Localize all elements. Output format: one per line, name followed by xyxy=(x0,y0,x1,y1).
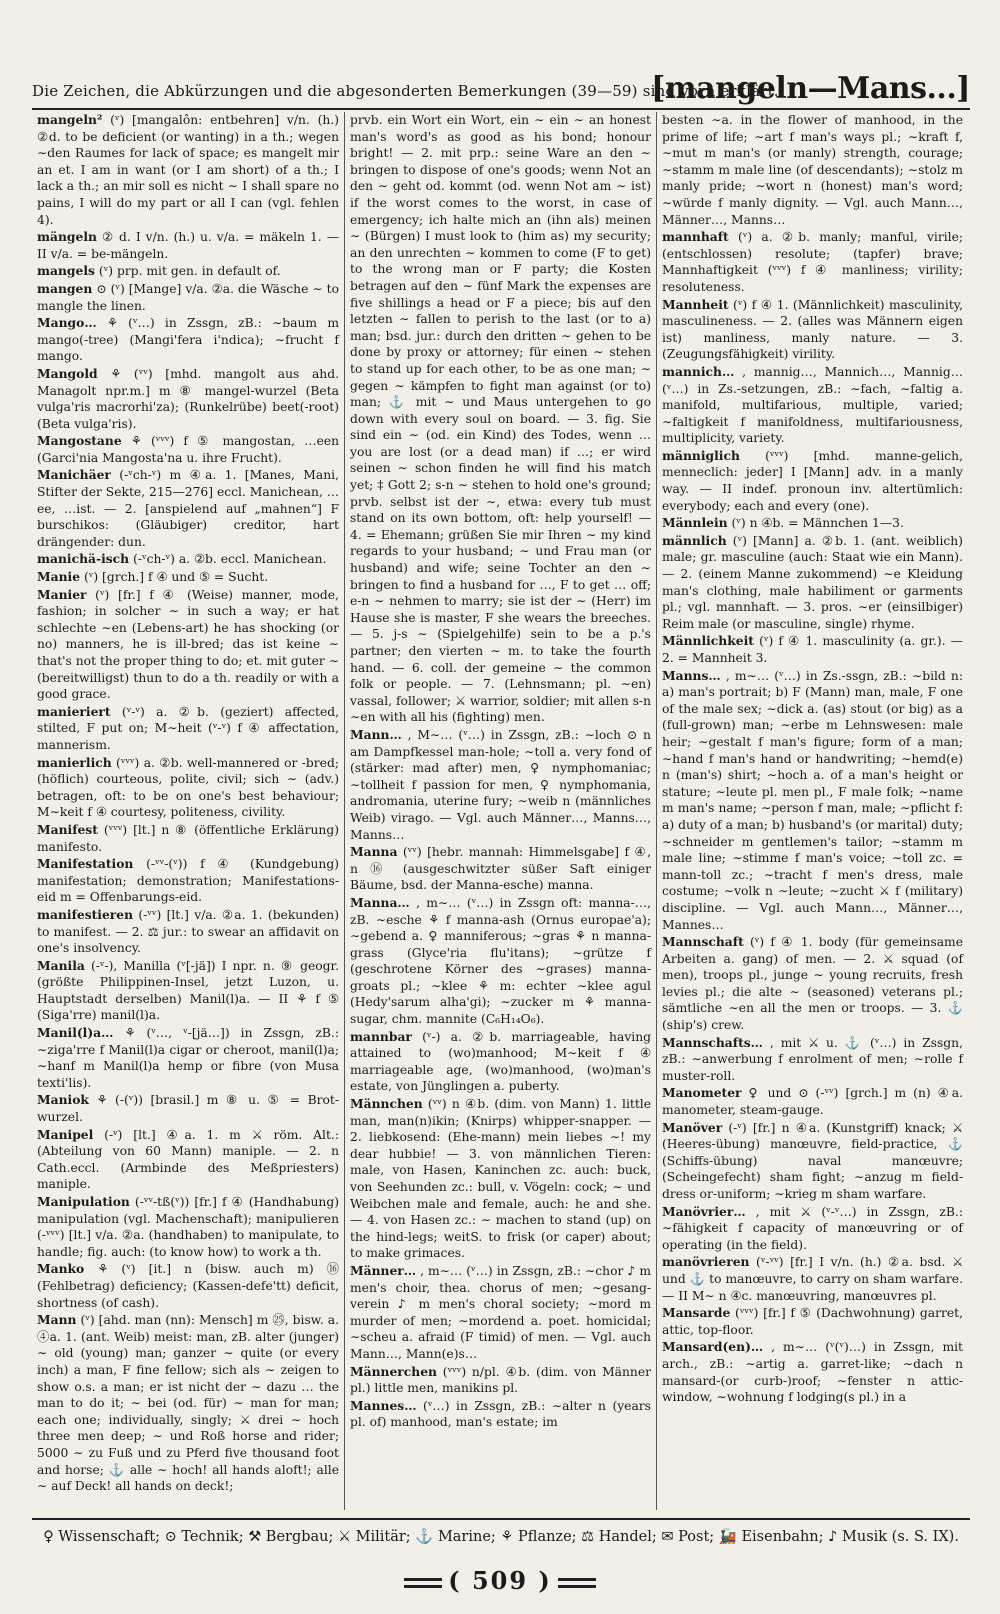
entry-headword: mangen xyxy=(37,280,93,296)
entry-text: (ᵛ) [ahd. man (nn): Mensch] m ㉕, bisw. a. ④a. 1. (ant. Weib) meist: man, zB. alter (junger) ∼ old (young) man; ganzer ∼ quite (or every inch) a man, F fine fellow; sich als ∼ zeigen to show o.s. a man; er ist nicht der ∼ dazu … the man to do it; ∼ bei (od. für) ∼ man for man; each one; individually, singly; ⚔ drei ∼ hoch three men deep; ∼ und Roß horse and rider; 5000 ∼ zu Fuß und zu Pferd five thousand foot and horse; ⚓ alle ∼ hoch! all hands aloft!; alle ∼ auf Deck! all hands on deck!; xyxy=(37,1313,339,1494)
entry-text: (ᵛ) [fr.] f ④ (Weise) manner, mode, fashion; in solcher ∼ in such a way; er hat schlechte ∼en (Lebens-art) he has shocking (or no) manners, he is ill-bred; das ist keine ∼ that's not the proper thing to do; et. mit guter ∼ (bereitwilligst) thun to do a th. readily or with a good grace. xyxy=(37,587,339,702)
entry-headword: Manna xyxy=(350,844,398,860)
dictionary-entry xyxy=(37,1261,339,1311)
entry-headword: Manko xyxy=(37,1261,85,1277)
entry-headword: Mann… xyxy=(350,726,402,742)
dictionary-entry xyxy=(662,1254,963,1304)
entry-headword: Mansard(en)… xyxy=(662,1339,764,1355)
dictionary-entry xyxy=(662,668,963,934)
entry-text: ⚘ (ᵛ) [it.] n (bisw. auch m) ⑯ (Fehlbetrag) deficiency; (Kassen-defe'tt) deficit, shortness (of cash). xyxy=(37,1262,339,1310)
entry-text: (-ᵛᵛ-tß(ᵛ)) [fr.] f ④ (Handhabung) manipulation (vgl. Machenschaft); manipulieren (-ᵛᵛᵛ) [lt.] v/a. ②a. (handhaben) to manipulate, to handle; fig. auch: (to know how) to work a th. xyxy=(37,1195,339,1259)
dictionary-entry xyxy=(662,297,963,363)
entry-text: (ᵛ…) in Zssgn, zB.: ∼alter n (years pl. of) manhood, man's estate; im xyxy=(350,1398,651,1430)
entry-text: , mit ⚔ u. ⚓ (ᵛ…) in Zssgn, zB.: ∼anwerbung f enrolment of men; ∼rolle f muster-roll. xyxy=(662,1035,963,1083)
dictionary-entry xyxy=(37,112,339,228)
entry-text: prvb. ein Wort ein Wort, ein ∼ ein ∼ an honest man's word's as good as his bond; honour bright! — 2. mit prp.: seine Ware an den ∼ bringen to dispose of one's goods; wenn Not an den ∼ geht od. kommt (od. wenn Not am ∼ ist) if the worst comes to the worst, in case of emergency; ich halte mich an (ihn als) meinen ∼ (Bürgen) I must look to (him as) my security; an den unrechten ∼ kommen to come (F to get) to the wrong man or F party; die Kosten betragen auf den ∼ fünf Mark the expenses are five shillings a head or F a piece; bis auf den letzten ∼ fallen to perish to the last (or to a) man; bsd. jur.: durch den dritten ∼ gehen to be done by proxy or attorney; für einen ∼ stehen to stand up for each other, to be as one man; ∼ gegen ∼ kämpfen to fight man against (or to) man; ⚓ mit ∼ und Maus untergehen to go down with every soul on board. — 3. fig. Sie sind ein ∼ (od. ein Kind) des Todes, wenn … you are lost (or a dead man) if …; er wird seinen ∼ schon finden he will find his match yet; ‡ Gott 2; s-n ∼ stehen to hold one's ground; prvb. selbst ist der ∼, etwa: every tub must stand on its own bottom, oft: help yourself! — 4. = Ehemann; grüßen Sie mir Ihren ∼ my kind regards to your husband; ∼ und Frau man (or husband) and wife; seine Tochter an den ∼ bringen to find a husband for …, F to get … off; e-n ∼ nehmen to marry; sie ist der ∼ (Herr) im Hause she is master, F she wears the breeches. — 5. j-s ∼ (Spielgehilfe) sein to be a p.'s partner; den vierten ∼ m. to take the fourth hand. — 6. coll. der gemeine ∼ the common folk or people. — 7. (Lehnsmann; pl. ∼en) vassal, follower; ⚔ warrior, soldier; mit allen s-n ∼en with all his (fighting) men. xyxy=(350,113,651,725)
dictionary-entry xyxy=(662,1339,963,1405)
entry-text: (ᵛᵛ) n ④b. (dim. von Mann) 1. little man, man(n)ikin; (Knirps) whipper-snapper. — 2. liebkosend: (Ehe-mann) mein liebes ∼! my dear hubbie! — 3. von männlichen Tieren: male, von Hasen, Kaninchen zc. auch: buck, von Seehunden zc.: bull, v. Vögeln: cock; ∼ und Weibchen male and female, auch: he and she. — 4. von Hasen zc.: ∼ machen to stand (up) on the hind-legs; weitS. to frisk (or caper) about; to make grimaces. xyxy=(350,1097,651,1261)
entry-text: (ᵛ) [mangalôn: entbehren] v/n. (h.) ②d. to be deficient (or wanting) in a th.; wegen ∼den Raumes for lack of space; es mangelt mir an et. I am in want (or I am short) of a th.; I lack a th.; an mir soll es nicht ∼ I shall spare no pains, I will do my part or all I can (vgl. fehlen 4). xyxy=(37,113,339,227)
dictionary-entry xyxy=(662,1085,963,1118)
entry-text: (ᵛᵛᵛ) a. ②b. well-mannered or -bred; (höflich) courteous, polite, civil; sich ∼ (adv.) betragen, oft: to be on one's best behaviour; M∼keit f ④ courtesy, politeness, civility. xyxy=(37,755,339,820)
entry-text: (ᵛᵛᵛ) [lt.] n ⑧ (öffentliche Erklärung) manifesto. xyxy=(37,822,339,854)
entry-headword: mannich… xyxy=(662,363,735,379)
entry-headword: Manipel xyxy=(37,1126,94,1142)
entry-text: , mit ⚔ (ᵛ-ᵛ…) in Zssgn, zB.: ∼fähigkeit f capacity of manœuvring or of operating (in the field). xyxy=(662,1204,963,1252)
dictionary-entry xyxy=(37,704,339,754)
entry-headword: Mangostane xyxy=(37,433,122,449)
entry-text: , m∼… (ᵛ…) in Zssgn, zB.: ∼chor ♪ m men's choir, thea. chorus of men; ∼gesang-verein ♪ m men's choral society; ∼mord m murder of men; ∼mordend a. poet. homicidal; ∼scheu a. afraid (F timid) of men. — Vgl. auch Mann…, Mann(e)s… xyxy=(350,1263,651,1361)
page-number-line xyxy=(0,1566,1000,1595)
dictionary-entry xyxy=(37,907,339,957)
dictionary-entry xyxy=(350,727,651,843)
dictionary-entry xyxy=(350,844,651,894)
entry-headword: mannbar xyxy=(350,1028,412,1044)
page-footer xyxy=(32,1518,970,1556)
dictionary-entry xyxy=(662,1204,963,1254)
entry-headword: Mansarde xyxy=(662,1305,731,1321)
dictionary-entry xyxy=(37,315,339,365)
entry-text: (ᵛᵛᵛ) [fr.] f ⑤ (Dachwohnung) garret, attic, top-floor. xyxy=(662,1306,963,1337)
entry-headword: Manifestation xyxy=(37,856,134,872)
entry-text: , M∼… (ᵛ…) in Zssgn, zB.: ∼loch ⊙ n am Dampfkessel man-hole; ∼toll a. very fond of (stärker: mad after) men, ♀ nymphomaniac; ∼tollheit f passion for men, ♀ nymphomania, andromania, uterine fury; ∼weib n (männliches Weib) virago. — Vgl. auch Männer…, Manns…, Manns… xyxy=(350,727,651,842)
dictionary-entry xyxy=(662,633,963,666)
entry-text: (ᵛ) n ④b. = Männchen 1—3. xyxy=(731,516,904,531)
entry-text: , m∼… (ᵛ(ᵛ)…) in Zssgn, mit arch., zB.: ∼artig a. garret-like; ∼dach n mansard-(or curb-)roof; ∼fenster n attic-window, ∼wohnung f lodging(s pl.) in a xyxy=(662,1340,963,1405)
dictionary-entry xyxy=(662,448,963,514)
dictionary-entry xyxy=(37,1127,339,1193)
entry-text: ⚘ (ᵛ…, ᵛ-[jä…]) in Zssgn, zB.: ∼ziga'rre f Manil(l)a cigar or cheroot, manil(l)a; ∼hanf m Manil(l)a hemp or fibre (von Musa texti'lis). xyxy=(37,1026,339,1090)
entry-text: besten ∼a. in the flower of manhood, in the prime of life; ∼art f man's ways pl.; ∼kraft f, ∼mut m man's (or manly) strength, courage; ∼stamm m male line (of descendants); ∼stolz m manly pride; ∼wort n (honest) man's word; ∼würde f manly dignity. — Vgl. auch Mann…, Männer…, Manns… xyxy=(662,113,963,227)
entry-headword: Mannheit xyxy=(662,296,729,312)
entry-text: (ᵛ) prp. mit gen. in default of. xyxy=(98,264,281,279)
dictionary-entry xyxy=(662,364,963,447)
entry-headword: manieriert xyxy=(37,703,111,719)
header-note: Die Zeichen, die Abkürzungen und die abgesonderten Bemerkungen (39—59) sind vorn erklärt. xyxy=(32,82,779,100)
entry-headword: Mangold xyxy=(37,365,98,381)
left-rule xyxy=(404,1578,442,1588)
dictionary-entry xyxy=(662,112,963,228)
entry-text: ⚘ (-(ᵛ)) [brasil.] m ⑧ u. ⑤ = Brot-wurzel. xyxy=(37,1093,339,1125)
dictionary-entry xyxy=(350,1096,651,1262)
column-middle xyxy=(344,112,656,1510)
dictionary-entry xyxy=(37,587,339,703)
entry-headword: Männlein xyxy=(662,515,728,531)
dictionary-entry xyxy=(37,551,339,568)
dictionary-entry xyxy=(37,822,339,855)
entry-text: (ᵛ) f ④ 1. (Männlichkeit) masculinity, masculineness. — 2. (alles was Männern eigen ist) manliness, manly nature. — 3. (Zeugungsfähigkeit) virility. xyxy=(662,297,963,362)
entry-headword: manövrieren xyxy=(662,1254,750,1270)
entry-headword: mangels xyxy=(37,263,95,279)
entry-headword: Männlichkeit xyxy=(662,633,754,649)
entry-headword: mängeln xyxy=(37,229,97,245)
dictionary-entry xyxy=(37,229,339,262)
entry-headword: Manifest xyxy=(37,821,98,837)
entry-text: ♀ und ⊙ (-ᵛᵛ) [grch.] m (n) ④a. manometer, steam-gauge. xyxy=(662,1086,963,1118)
entry-headword: Mannschafts… xyxy=(662,1034,763,1050)
entry-text: (-ᵛ) [lt.] ④a. 1. m ⚔ röm. Alt.: (Abteilung von 60 Mann) maniple. — 2. n Cath.eccl. (Armbinde des Meßpriesters) maniple. xyxy=(37,1127,339,1192)
entry-headword: Manil(l)a… xyxy=(37,1025,114,1041)
entry-headword: Mannschaft xyxy=(662,934,744,950)
entry-text: (ᵛᵛᵛ) [mhd. manne-gelich, menneclich: jeder] I [Mann] adv. in a manly way. — II indef. pronoun inv. altertümlich: everybody; each and every (one). xyxy=(662,448,963,513)
entry-headword: mangeln² xyxy=(37,112,103,127)
entry-text: ⊙ (ᵛ) [Mange] v/a. ②a. die Wäsche ∼ to mangle the linen. xyxy=(37,281,339,313)
entry-text: (-ᵛ) [fr.] n ④a. (Kunstgriff) knack; ⚔ (Heeres-übung) manœuvre, field-practice, ⚓ (Schiffs-übung) naval manœuvre; (Scheingefecht) sham fight; ∼anzug m field-dress or-uniform; ∼krieg m sham warfare. xyxy=(662,1120,963,1201)
dictionary-entry xyxy=(350,1398,651,1431)
dictionary-entry xyxy=(37,1312,339,1495)
entry-text: (ᵛ) f ④ 1. masculinity (a. gr.). — 2. = Mannheit 3. xyxy=(662,634,963,665)
dictionary-entry xyxy=(37,263,339,280)
entry-headword: Männer… xyxy=(350,1262,417,1278)
entry-headword: Manichäer xyxy=(37,467,111,483)
entry-headword: Manipulation xyxy=(37,1194,130,1209)
entry-text: , mannig…, Mannich…, Mannig… (ᵛ…) in Zs.-setzungen, zB.: ∼fach, ∼faltig a. manifold, multifarious, multiple, varied; ∼faltigkeit f manifoldness, multifariousness, multiplicity, variety. xyxy=(662,364,963,446)
entry-text: ② d. I v/n. (h.) u. v/a. = mäkeln 1. — II v/a. = be-mängeln. xyxy=(37,230,339,261)
dictionary-entry xyxy=(350,1263,651,1363)
entry-text: (-ᵛᵛ-(ᵛ)) f ④ (Kundgebung) manifestation; demonstration; Manifestations-eid m = Offenbarungs-eid. xyxy=(37,857,339,905)
entry-headword: manierlich xyxy=(37,754,112,770)
dictionary-entry xyxy=(37,467,339,550)
dictionary-entry xyxy=(37,366,339,432)
entry-text: (ᵛ-) a. ②b. marriageable, having attained to (wo)manhood; M∼keit f ④ marriageable age, (wo)manhood, (wo)man's estate, von Jünglingen a. puberty. xyxy=(350,1029,651,1094)
dictionary-entry xyxy=(37,281,339,314)
entry-headword: Männchen xyxy=(350,1096,423,1112)
entry-headword: manifestieren xyxy=(37,906,134,922)
dictionary-entry xyxy=(662,229,963,295)
entry-text: (ᵛ-ᵛᵛ) [fr.] I v/n. (h.) ②a. bsd. ⚔ und ⚓ to manœuvre, to carry on sham warfare. — II M∼ n ④c. manœuvring, manœuvres pl. xyxy=(662,1255,963,1303)
column-right xyxy=(656,112,968,1510)
dictionary-entry xyxy=(662,533,963,633)
dictionary-entry xyxy=(662,1305,963,1338)
right-rule xyxy=(558,1578,596,1588)
entry-headword: Mango… xyxy=(37,315,97,331)
dictionary-entry xyxy=(350,1364,651,1397)
entry-headword: Manöver xyxy=(662,1119,723,1135)
dictionary-entry xyxy=(662,934,963,1034)
entry-headword: mannhaft xyxy=(662,229,729,245)
entry-headword: Manometer xyxy=(662,1085,742,1101)
entry-text: (ᵛ-ᵛ) a. ②b. (geziert) affected, stilted, F put on; M∼heit (ᵛ-ᵛ) f ④ affectation, mannerism. xyxy=(37,704,339,752)
entry-text: (-ᵛ-), Manilla (ᵛ[-jä]) I npr. n. ⑨ geogr. (größte Philippinen-Insel, jetzt Luzon, u. Hauptstadt derselben) Manil(l)a. — II ⚘ f ⑤ (Siga'rre) manil(l)a. xyxy=(37,958,339,1023)
entry-text: (ᵛ) a. ②b. manly; manful, virile; (entschlossen) resolute; (tapfer) brave; Mannhaftigkeit (ᵛᵛᵛ) f ④ manliness; virility; resoluteness. xyxy=(662,230,963,294)
entry-headword: Manier xyxy=(37,586,87,602)
dictionary-entry xyxy=(37,1092,339,1125)
dictionary-entry xyxy=(37,856,339,906)
symbol-legend: ♀ Wissenschaft; ⊙ Technik; ⚒ Bergbau; ⚔ Militär; ⚓ Marine; ⚘ Pflanze; ⚖ Handel; ✉ Post; 🚂 Eisenbahn; ♪ Musik (s. S. IX). xyxy=(43,1529,959,1545)
entry-headword: Maniok xyxy=(37,1092,89,1108)
entry-headword: manichä-isch xyxy=(37,551,130,567)
entry-text: (ᵛ) [grch.] f ④ und ⑤ = Sucht. xyxy=(83,570,269,585)
entry-text: (ᵛ) f ④ 1. body (für gemeinsame Arbeiten a. gang) of men. — 2. ⚔ squad (of men), troops pl., junge ∼ young recruits, fresh levies pl.; die alte ∼ (seasoned) veterans pl.; sämtliche ∼en all the men or troops. — 3. ⚓ (ship's) crew. xyxy=(662,935,963,1033)
dictionary-entry xyxy=(350,1029,651,1095)
dictionary-entry xyxy=(37,958,339,1024)
dictionary-entry xyxy=(662,1120,963,1203)
dictionary-entry xyxy=(37,755,339,821)
entry-headword: Manie xyxy=(37,569,81,585)
dictionary-entry xyxy=(37,569,339,586)
entry-text: (ᵛ) [Mann] a. ②b. 1. (ant. weiblich) male; gr. masculine (auch: Staat wie ein Mann). — 2. (einem Manne zukommend) ∼e Kleidung man's clothing, male habiliment or garments pl.; vgl. mannhaft. — 3. pros. ∼er (einsilbiger) Reim male (or masculine, single) rhyme. xyxy=(662,533,963,631)
entry-text: (-ᵛᵛ) [lt.] v/a. ②a. 1. (bekunden) to manifest. — 2. ⚖ jur.: to swear an affidavit on one's insolvency. xyxy=(37,907,339,956)
dictionary-entry xyxy=(662,1035,963,1085)
page-number: ( 509 ) xyxy=(448,1566,552,1595)
entry-headword: Männerchen xyxy=(350,1363,437,1379)
entry-text: ⚘ (ᵛᵛ) [mhd. mangolt aus ahd. Managolt npr.m.] m ⑧ mangel-wurzel (Beta vulga'ris macrorhi'za); (Runkelrübe) beet(-root) (Beta vulga'ris). xyxy=(37,366,339,431)
entry-headword: Manns… xyxy=(662,667,721,683)
entry-text: , m∼… (ᵛ…) in Zs.-ssgn, zB.: ∼bild n: a) man's portrait; b) F (Mann) man, male, F one of the male sex; ∼dick a. (as) stout (or big) as a (full-grown) man; ∼erbe m Lehnswesen: male heir; ∼gestalt f man's figure; form of a man; ∼hand f man's hand or handwriting; ∼hemd(e) n (man's) shirt; ∼hoch a. of a man's height or stature; ∼leute pl. men pl., F male folk; ∼name m man's name; ∼person f man, male; ∼pflicht f: a) duty of a man; b) husband's (or marital) duty; ∼schneider m gentlemen's tailor; ∼stamm m male line; ∼stimme f man's voice; ∼toll zc. = mann-toll zc.; ∼tracht f men's dress, male costume; ∼volk n ∼leute; ∼zucht ⚔ f (military) discipline. — Vgl. auch Mann…, Männer…, Mannes… xyxy=(662,668,963,932)
entry-text: , m∼… (ᵛ…) in Zssgn oft: manna-…, zB. ∼esche ⚘ f manna-ash (Ornus europae'a); ∼gebend a. ♀ manniferous; ∼gras ⚘ n manna-grass (Glyce'ria flu'itans); ∼grütze f (geschrotene Körner des ∼grases) manna-groats pl.; ∼klee ⚘ m: echter ∼klee agul (Hedy'sarum alha'gi); ∼zucker m ⚘ manna-sugar, chm. mannite (C₆H₁₄O₆). xyxy=(350,895,651,1027)
dictionary-entry xyxy=(350,112,651,726)
text-columns xyxy=(32,112,970,1510)
guide-words: [mangeln—Mans...] xyxy=(651,71,970,106)
entry-headword: männiglich xyxy=(662,447,740,463)
entry-headword: männlich xyxy=(662,532,727,548)
dictionary-entry xyxy=(37,1194,339,1260)
entry-headword: Manila xyxy=(37,957,85,973)
dictionary-entry xyxy=(662,515,963,532)
entry-text: ⚘ (ᵛ…) in Zssgn, zB.: ∼baum m mango(-tree) (Mangi'fera i'ndica); ∼frucht f mango. xyxy=(37,316,339,364)
entry-text: (ᵛᵛᵛ) n/pl. ④b. (dim. von Männer pl.) little men, manikins pl. xyxy=(350,1364,651,1396)
entry-headword: Mann xyxy=(37,1312,77,1328)
entry-headword: Manna… xyxy=(350,894,410,910)
dictionary-entry xyxy=(350,895,651,1028)
entry-text: (-ᵛch-ᵛ) m ④a. 1. [Manes, Mani, Stifter der Sekte, 215—276] eccl. Manichean, …ee, …ist. — 2. [anspielend auf „mahnen“] F burschikos: (Gläubiger) creditor, hart drängender: dun. xyxy=(37,468,339,549)
column-left xyxy=(32,112,344,1510)
entry-headword: Mannes… xyxy=(350,1397,417,1413)
dictionary-entry xyxy=(37,1025,339,1091)
entry-headword: Manövrier… xyxy=(662,1203,746,1219)
entry-text: (ᵛᵛ) [hebr. mannah: Himmelsgabe] f ④, n ⑯ (ausgeschwitzter süßer Saft einiger Bäume, bsd. der Manna-esche) manna. xyxy=(350,845,651,893)
page-header xyxy=(32,66,970,110)
entry-text: ⚘ (ᵛᵛᵛ) f ⑤ mangostan, …een (Garci'nia Mangosta'na u. ihre Frucht). xyxy=(37,434,339,465)
dictionary-entry xyxy=(37,433,339,466)
entry-text: (-ᵛch-ᵛ) a. ②b. eccl. Manichean. xyxy=(133,552,327,567)
